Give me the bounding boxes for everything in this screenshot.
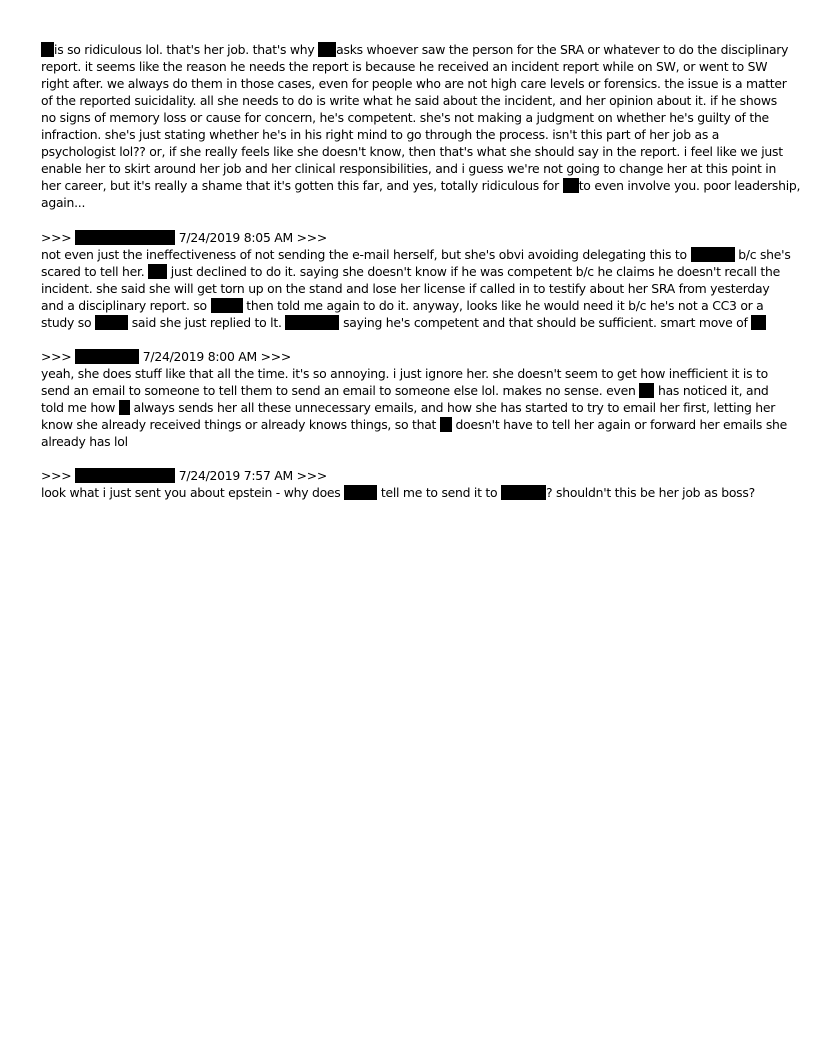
text-segment: always sends her all these unnecessary emails, and how she has started to try to email her first, letting her bbox=[129, 400, 776, 415]
text-line bbox=[41, 433, 783, 450]
text-line bbox=[41, 75, 787, 92]
text-segment: incident. she said she will get torn up on the stand and lose her license if called in to testify about her SRA from yesterday bbox=[41, 281, 770, 296]
redaction-box bbox=[440, 417, 452, 432]
text-line bbox=[41, 365, 783, 382]
header-timestamp: 7/24/2019 8:05 AM >>> bbox=[175, 230, 328, 245]
text-line bbox=[41, 263, 783, 280]
text-line bbox=[41, 58, 783, 75]
text-segment: scared to tell her. bbox=[41, 264, 149, 279]
text-line bbox=[41, 92, 783, 109]
email-body-1 bbox=[41, 41, 801, 211]
text-line bbox=[41, 41, 789, 58]
redaction-box bbox=[639, 383, 654, 398]
text-segment: study so bbox=[41, 315, 96, 330]
redaction-box bbox=[75, 349, 139, 364]
header-prefix: >>> bbox=[41, 468, 76, 483]
text-line bbox=[41, 109, 783, 126]
text-line bbox=[41, 484, 783, 501]
redaction-box bbox=[285, 315, 339, 330]
email-body-4 bbox=[41, 467, 783, 501]
header-prefix: >>> bbox=[41, 230, 76, 245]
text-segment: b/c she's bbox=[734, 247, 791, 262]
text-segment: look what i just sent you about epstein - why does bbox=[41, 485, 345, 500]
redaction-box bbox=[344, 485, 377, 500]
text-segment: said she just replied to lt. bbox=[128, 315, 286, 330]
text-segment: told me how bbox=[41, 400, 119, 415]
redaction-box bbox=[211, 298, 243, 313]
text-segment: has noticed it, and bbox=[654, 383, 769, 398]
text-segment: saying he's competent and that should be sufficient. smart move of bbox=[339, 315, 752, 330]
redaction-box bbox=[751, 315, 766, 330]
text-segment: doesn't have to tell her again or forward her emails she bbox=[451, 417, 788, 432]
email-body-3 bbox=[41, 348, 788, 450]
text-line bbox=[41, 194, 783, 211]
text-segment: ? shouldn't this be her job as boss? bbox=[546, 485, 755, 500]
text-line bbox=[41, 280, 783, 297]
redaction-box bbox=[75, 468, 175, 483]
text-segment: send an email to someone to tell them to send an email to someone else lol. makes no sense. even bbox=[41, 383, 640, 398]
text-line bbox=[41, 314, 783, 331]
text-segment: tell me to send it to bbox=[377, 485, 502, 500]
redaction-box bbox=[318, 42, 336, 57]
text-line bbox=[41, 382, 783, 399]
redaction-box bbox=[95, 315, 128, 330]
redaction-box bbox=[563, 178, 579, 193]
text-segment: know she already received things or already knows things, so that bbox=[41, 417, 440, 432]
text-segment: already has lol bbox=[41, 434, 128, 449]
text-segment: enable her to skirt around her job and her clinical responsibilities, and i guess we're not going to change her at this point in bbox=[41, 161, 777, 176]
text-segment: is so ridiculous lol. that's her job. that's why bbox=[54, 42, 319, 57]
text-segment: psychologist lol?? or, if she really feels like she doesn't know, then that's what she should say in the report. i feel like we just bbox=[41, 144, 783, 159]
redaction-box bbox=[148, 264, 167, 279]
text-line bbox=[41, 126, 783, 143]
text-segment: right after. we always do them in those cases, even for people who are not high care levels or forensics. the issue is a matter bbox=[41, 76, 787, 91]
redaction-box bbox=[75, 230, 175, 245]
redaction-box bbox=[41, 42, 54, 57]
redaction-box bbox=[119, 400, 130, 415]
text-segment: and a disciplinary report. so bbox=[41, 298, 211, 313]
text-line bbox=[41, 160, 783, 177]
text-line bbox=[41, 246, 791, 263]
text-line bbox=[41, 177, 801, 194]
text-segment: report. it seems like the reason he needs the report is because he received an incident report while on SW, or went to SW bbox=[41, 59, 768, 74]
text-segment: to even involve you. poor leadership, bbox=[578, 178, 801, 193]
text-line bbox=[41, 416, 788, 433]
text-segment: no signs of memory loss or cause for concern, he's competent. she's not making a judgment on whether he's guilty of the bbox=[41, 110, 769, 125]
text-segment: again... bbox=[41, 195, 86, 210]
redaction-box bbox=[691, 247, 735, 262]
text-segment: of the reported suicidality. all she needs to do is write what he said about the incident, and her opinion about it. if he shows bbox=[41, 93, 777, 108]
text-segment: her career, but it's really a shame that it's gotten this far, and yes, totally ridiculous for bbox=[41, 178, 563, 193]
text-segment: yeah, she does stuff like that all the time. it's so annoying. i just ignore her. she doesn't seem to get how inefficient it is to bbox=[41, 366, 768, 381]
text-segment: asks whoever saw the person for the SRA or whatever to do the disciplinary bbox=[336, 42, 789, 57]
email-header bbox=[41, 229, 783, 246]
header-prefix: >>> bbox=[41, 349, 76, 364]
text-segment: not even just the ineffectiveness of not sending the e-mail herself, but she's obvi avoiding delegating this to bbox=[41, 247, 691, 262]
header-timestamp: 7/24/2019 8:00 AM >>> bbox=[139, 349, 292, 364]
email-header bbox=[41, 467, 783, 484]
redaction-box bbox=[501, 485, 546, 500]
text-line bbox=[41, 399, 783, 416]
text-segment: then told me again to do it. anyway, looks like he would need it b/c he's not a CC3 or a bbox=[242, 298, 764, 313]
text-segment: infraction. she's just stating whether he's in his right mind to go through the process. isn't this part of her job as a bbox=[41, 127, 720, 142]
email-header bbox=[41, 348, 783, 365]
text-line bbox=[41, 143, 783, 160]
header-timestamp: 7/24/2019 7:57 AM >>> bbox=[175, 468, 328, 483]
text-segment: just declined to do it. saying she doesn't know if he was competent b/c he claims he doesn't recall the bbox=[167, 264, 780, 279]
email-body-2 bbox=[41, 229, 791, 331]
text-line bbox=[41, 297, 783, 314]
